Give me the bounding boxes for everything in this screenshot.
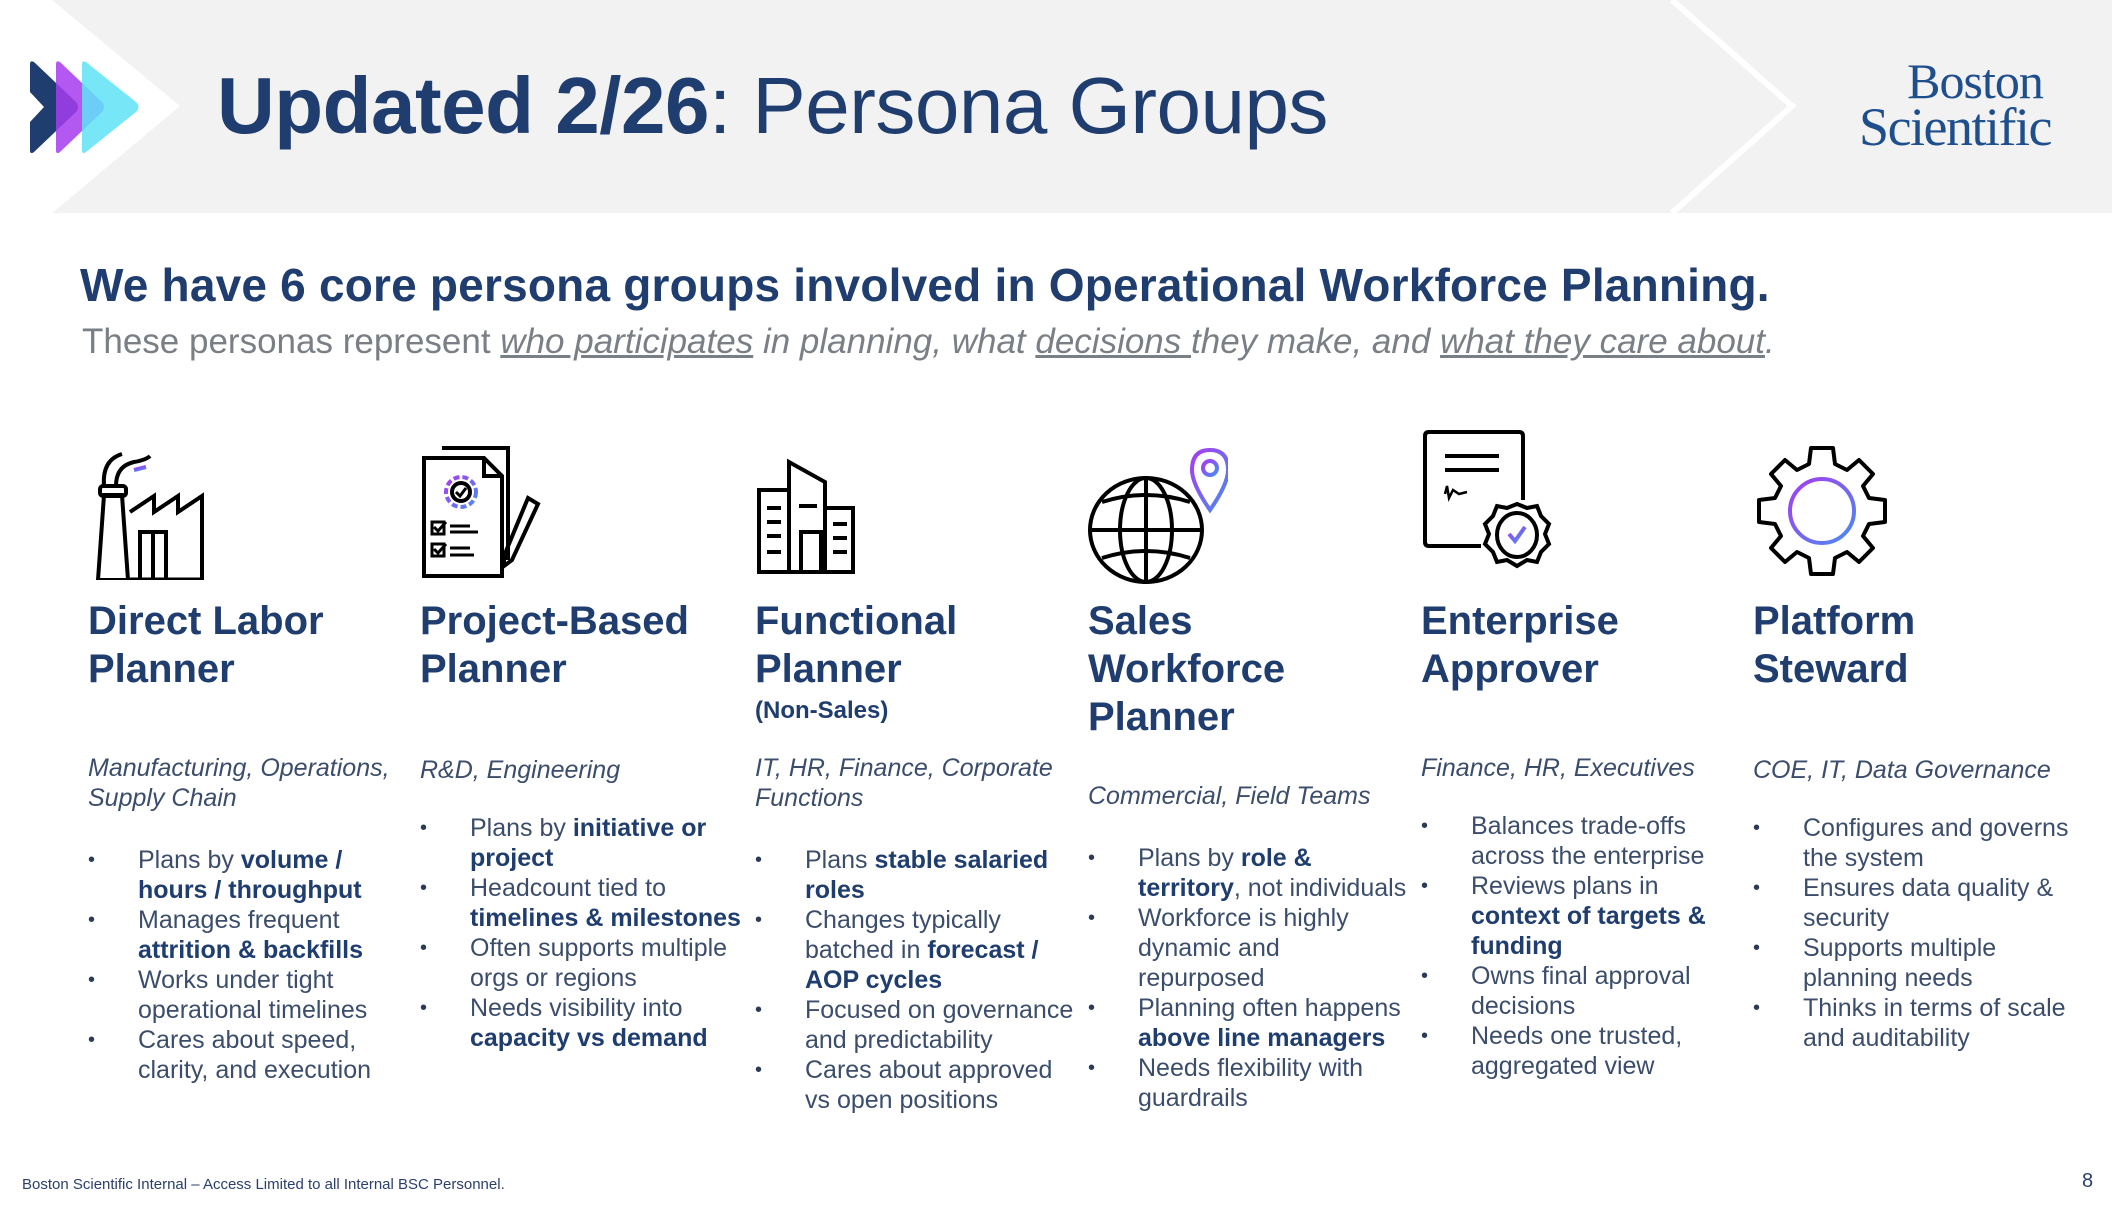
persona-card-project-based [420, 440, 745, 1053]
persona-title-line: Functional [755, 599, 958, 643]
gear-icon [1753, 440, 2078, 585]
office-buildings-icon [755, 440, 1080, 585]
persona-title-line: Planner [88, 647, 235, 691]
persona-groups: R&D, Engineering [420, 756, 621, 784]
bullet-item: • Plans by initiative or project [420, 813, 745, 873]
confidentiality-note: Boston Scientific Internal – Access Limited to all Internal BSC Personnel. [22, 1176, 505, 1193]
persona-title [1421, 597, 1746, 693]
persona-title-line: Workforce [1088, 647, 1286, 691]
subtitle-text: they make, and [1191, 322, 1441, 361]
subtitle-emphasis: what they care about [1440, 322, 1765, 361]
persona-title [420, 597, 745, 693]
project-checklist-icon [420, 440, 745, 585]
bullet-item: • Thinks in terms of scale and auditability [1753, 993, 2078, 1053]
persona-card-sales-workforce [1088, 440, 1413, 1113]
bullet-item: • Workforce is highly dynamic and repurposed [1088, 903, 1413, 993]
bullet-item: • Supports multiple planning needs [1753, 933, 2078, 993]
bullet-item: • Cares about speed, clarity, and execution [88, 1025, 413, 1085]
slide-header [0, 0, 2112, 213]
factory-icon [88, 440, 413, 585]
bullet-item: • Ensures data quality & security [1753, 873, 2078, 933]
persona-groups: Finance, HR, Executives [1421, 754, 1695, 782]
bullet-item: • Works under tight operational timelines [88, 965, 413, 1025]
persona-bullets [420, 813, 745, 1053]
persona-bullets [1421, 811, 1746, 1081]
headline: We have 6 core persona groups involved in Operational Workforce Planning. [80, 259, 1770, 311]
persona-title-line: Platform [1753, 599, 1916, 643]
globe-location-icon [1088, 440, 1413, 585]
bullet-item: • Planning often happens above line managers [1088, 993, 1413, 1053]
persona-groups: Commercial, Field Teams [1088, 782, 1371, 810]
bullet-item: • Plans stable salaried roles [755, 845, 1080, 905]
subtitle [82, 322, 1775, 362]
bullet-item: • Needs flexibility with guardrails [1088, 1053, 1413, 1113]
persona-bullets [1753, 813, 2078, 1053]
bullet-item: • Headcount tied to timelines & milestones [420, 873, 745, 933]
bullet-item: • Needs one trusted, aggregated view [1421, 1021, 1746, 1081]
persona-title-line: Approver [1421, 647, 1599, 691]
persona-card-platform-steward [1753, 440, 2078, 1053]
persona-title-line: Planner [755, 647, 902, 691]
persona-bullets [755, 845, 1080, 1115]
subtitle-text: . [1764, 322, 1775, 361]
persona-title-line: Sales [1088, 599, 1193, 643]
slide-title [217, 58, 1328, 154]
subtitle-emphasis: decisions [1035, 322, 1191, 361]
bullet-item: • Reviews plans in context of targets & funding [1421, 871, 1746, 961]
persona-title [1088, 597, 1413, 741]
persona-title-line: Steward [1753, 647, 1909, 691]
bullet-item: • Manages frequent attrition & backfills [88, 905, 413, 965]
persona-groups: Manufacturing, Operations, Supply Chain [88, 754, 390, 812]
subtitle-text: in planning, what [753, 322, 1036, 361]
bullet-item: • Needs visibility into capacity vs demand [420, 993, 745, 1053]
bullet-item: • Often supports multiple orgs or regions [420, 933, 745, 993]
persona-title-line: Project-Based [420, 599, 689, 643]
persona-subtitle: (Non-Sales) [755, 697, 889, 724]
boston-scientific-logo [1830, 53, 2080, 157]
persona-title [1753, 597, 2078, 693]
persona-card-enterprise-approver [1421, 440, 1746, 1081]
title-text: : Persona Groups [708, 61, 1328, 150]
persona-title-line: Planner [420, 647, 567, 691]
bullet-item: • Owns final approval decisions [1421, 961, 1746, 1021]
bullet-item: • Focused on governance and predictability [755, 995, 1080, 1055]
persona-bullets [88, 845, 413, 1085]
bullet-item: • Changes typically batched in forecast / AOP cycles [755, 905, 1080, 995]
bullet-item: • Configures and governs the system [1753, 813, 2078, 873]
persona-groups: IT, HR, Finance, Corporate Functions [755, 754, 1053, 812]
certified-document-icon [1421, 440, 1746, 585]
page-number: 8 [2082, 1170, 2094, 1192]
bullet-item: • Cares about approved vs open positions [755, 1055, 1080, 1115]
subtitle-text: These personas represent [82, 322, 501, 361]
bullet-item: • Plans by role & territory, not individuals [1088, 843, 1413, 903]
persona-bullets [1088, 843, 1413, 1113]
persona-title [88, 597, 413, 693]
persona-title-line: Direct Labor [88, 599, 324, 643]
logo-arrows-icon [26, 60, 156, 155]
bullet-item: • Plans by volume / hours / throughput [88, 845, 413, 905]
persona-title-line: Enterprise [1421, 599, 1619, 643]
persona-title [755, 597, 1080, 693]
persona-card-functional [755, 440, 1080, 1115]
subtitle-emphasis: who participates [500, 322, 754, 361]
title-date: Updated 2/26 [217, 61, 709, 150]
bullet-item: • Balances trade-offs across the enterprise [1421, 811, 1746, 871]
brand-line-2: Scientific [1859, 97, 2051, 157]
persona-groups: COE, IT, Data Governance [1753, 756, 2051, 784]
persona-card-direct-labor [88, 440, 413, 1085]
brand-line-1: Boston [1907, 53, 2043, 109]
persona-title-line: Planner [1088, 695, 1235, 739]
